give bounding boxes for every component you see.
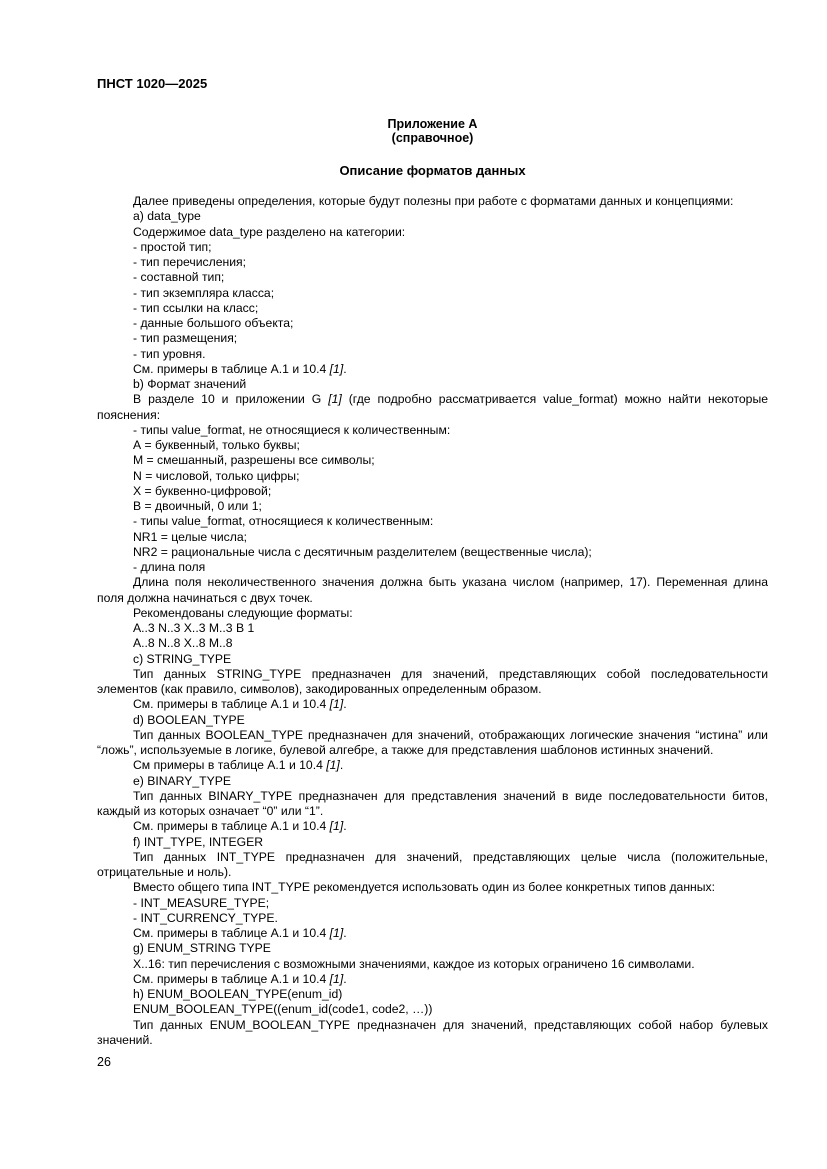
- paragraph: [97, 514, 768, 529]
- paragraph-text: Тип данных ENUM_BOOLEAN_TYPE предназначен для значений, представляющих собой набор булевых значений.: [97, 1017, 768, 1047]
- paragraph-text: См. примеры в таблице А.1 и 10.4: [133, 926, 330, 940]
- appendix-subtitle: (справочное): [391, 131, 474, 145]
- paragraph-text: - тип ссылки на класс;: [133, 300, 259, 315]
- paragraph: [97, 484, 768, 499]
- paragraph-text-tail: .: [343, 697, 347, 712]
- paragraph: [97, 255, 768, 270]
- paragraph-text: А..3 N..3 X..3 M..3 B 1: [133, 621, 255, 635]
- paragraph-text-tail: .: [339, 758, 344, 773]
- paragraph: [97, 697, 768, 712]
- paragraph: [97, 499, 768, 514]
- reference-citation: [1]: [329, 697, 344, 712]
- paragraph-text: См. примеры в таблице А.1 и 10.4: [133, 361, 330, 376]
- paragraph-text: g) ENUM_STRING TYPE: [133, 941, 271, 956]
- paragraph: [97, 530, 768, 545]
- body-text: [97, 194, 768, 1048]
- paragraph-text: См. примеры в таблице А.1 и 10.4: [133, 819, 330, 834]
- paragraph-text: h) ENUM_BOOLEAN_TYPE(enum_id): [133, 987, 343, 1001]
- paragraph-text: См. примеры в таблице А.1 и 10.4: [133, 971, 330, 986]
- paragraph-text: Далее приведены определения, которые будут полезны при работе с форматами данных и концепциями:: [133, 194, 734, 208]
- paragraph-text-tail: .: [343, 926, 347, 940]
- paragraph-text: NR1 = целые числа;: [133, 529, 248, 544]
- paragraph-text: f) INT_TYPE, INTEGER: [133, 834, 264, 849]
- paragraph: [97, 362, 768, 377]
- paragraph: [97, 1018, 768, 1049]
- paragraph-text: - составной тип;: [133, 270, 225, 285]
- paragraph-text: - типы value_format, относящиеся к количественным:: [133, 514, 434, 529]
- reference-citation: [1]: [329, 926, 344, 940]
- paragraph: [97, 438, 768, 453]
- paragraph: [97, 270, 768, 285]
- paragraph: [97, 667, 768, 698]
- paragraph: [97, 469, 768, 484]
- paragraph-text-tail: .: [343, 361, 347, 376]
- paragraph: [97, 957, 768, 972]
- paragraph: [97, 652, 768, 667]
- paragraph: [97, 728, 768, 759]
- paragraph-text: - простой тип;: [133, 239, 212, 254]
- paragraph-text: М = смешанный, разрешены все символы;: [133, 453, 375, 468]
- paragraph: [97, 194, 768, 209]
- paragraph-text-tail: .: [343, 971, 347, 986]
- paragraph: [97, 347, 768, 362]
- paragraph-text: c) STRING_TYPE: [133, 651, 232, 666]
- paragraph-text: Тип данных INT_TYPE предназначен для значений, представляющих целые числа (положительные, отрицательные и ноль).: [97, 849, 768, 879]
- paragraph-text: - длина поля: [133, 560, 206, 574]
- appendix-title: Приложение А: [387, 117, 478, 131]
- paragraph-text: В = двоичный, 0 или 1;: [133, 499, 262, 513]
- paragraph: [97, 453, 768, 468]
- paragraph: [97, 301, 768, 316]
- paragraph-text: Тип данных BOOLEAN_TYPE предназначен для значений, отображающих логические значения “истина” или “ложь”, используемые в логике, булевой алгебре, а также для представления шаблонов истинных значений.: [97, 727, 768, 757]
- paragraph: [97, 774, 768, 789]
- paragraph: [97, 896, 768, 911]
- paragraph: [97, 758, 768, 773]
- paragraph-text: В разделе 10 и приложении G: [133, 392, 329, 407]
- paragraph: [97, 606, 768, 621]
- paragraph-text: X = буквенно-цифровой;: [133, 483, 272, 498]
- paragraph-text: А = буквенный, только буквы;: [133, 438, 300, 452]
- paragraph: [97, 880, 768, 895]
- paragraph-text: - тип уровня.: [133, 346, 206, 361]
- paragraph: [97, 377, 768, 392]
- paragraph-text: См примеры в таблице А.1 и 10.4: [133, 758, 327, 773]
- paragraph-text: Длина поля неколичественного значения должна быть указана числом (например, 17). Переменная длина поля должна начинаться с двух точек.: [97, 575, 768, 605]
- paragraph: [97, 941, 768, 956]
- paragraph-text: - INT_MEASURE_TYPE;: [133, 895, 270, 910]
- paragraph-text: А..8 N..8 X..8 M..8: [133, 636, 233, 651]
- paragraph: [97, 240, 768, 255]
- paragraph: [97, 850, 768, 881]
- paragraph-text: N = числовой, только цифры;: [133, 468, 300, 483]
- paragraph-text: Рекомендованы следующие форматы:: [133, 605, 353, 620]
- document-code: ПНСТ 1020—2025: [97, 76, 208, 91]
- reference-citation: [1]: [326, 758, 340, 773]
- reference-citation: [1]: [329, 361, 344, 376]
- paragraph-text: См. примеры в таблице А.1 и 10.4: [133, 697, 330, 712]
- paragraph: [97, 225, 768, 240]
- paragraph: [97, 209, 768, 224]
- paragraph-text: - тип экземпляра класса;: [133, 285, 275, 300]
- section-title: Описание форматов данных: [339, 163, 526, 178]
- paragraph: [97, 423, 768, 438]
- paragraph-text: - тип размещения;: [133, 331, 238, 346]
- paragraph-text: - типы value_format, не относящиеся к количественным:: [133, 422, 451, 437]
- paragraph: [97, 331, 768, 346]
- paragraph-text: X..16: тип перечисления с возможными значениями, каждое из которых ограничено 16 символами.: [133, 956, 695, 971]
- paragraph-text-tail: .: [343, 819, 347, 834]
- reference-citation: [1]: [329, 819, 344, 834]
- paragraph: [97, 987, 768, 1002]
- paragraph-text-tail: (где подробно рассматривается value_format) можно найти некоторые пояснения:: [97, 392, 768, 422]
- paragraph: [97, 789, 768, 820]
- paragraph: [97, 316, 768, 331]
- paragraph: [97, 911, 768, 926]
- paragraph-text: e) BINARY_TYPE: [133, 773, 231, 788]
- paragraph: [97, 972, 768, 987]
- paragraph: [97, 713, 768, 728]
- paragraph: [97, 286, 768, 301]
- paragraph-text: Вместо общего типа INT_TYPE рекомендуется использовать один из более конкретных типов данных:: [133, 880, 716, 895]
- paragraph-text: - INT_CURRENCY_TYPE.: [133, 910, 278, 925]
- paragraph: [97, 835, 768, 850]
- paragraph-text: Тип данных BINARY_TYPE предназначен для представления значений в виде последовательности битов, каждый из которых означает “0” или “1”.: [97, 788, 768, 818]
- paragraph: [97, 926, 768, 941]
- paragraph-text: Тип данных STRING_TYPE предназначен для значений, представляющих собой последовательности элементов (как правило, символов), закодированных определенным образом.: [97, 666, 768, 696]
- paragraph: [97, 545, 768, 560]
- paragraph-text: ENUM_BOOLEAN_TYPE((enum_id(code1, code2, …)): [133, 1002, 433, 1017]
- paragraph-text: Содержимое data_type разделено на категории:: [133, 224, 406, 239]
- paragraph-text: NR2 = рациональные числа с десятичным разделителем (вещественные числа);: [133, 544, 592, 559]
- paragraph: [97, 392, 768, 423]
- paragraph: [97, 621, 768, 636]
- paragraph-text: - тип перечисления;: [133, 255, 247, 269]
- paragraph-text: b) Формат значений: [133, 377, 247, 391]
- paragraph-text: d) BOOLEAN_TYPE: [133, 712, 245, 727]
- paragraph: [97, 819, 768, 834]
- paragraph: [97, 575, 768, 606]
- paragraph-text: а) data_type: [133, 209, 201, 224]
- reference-citation: [1]: [328, 392, 342, 407]
- paragraph-text: - данные большого объекта;: [133, 316, 294, 330]
- reference-citation: [1]: [329, 971, 344, 986]
- paragraph: [97, 560, 768, 575]
- paragraph: [97, 1002, 768, 1017]
- page-number: 26: [97, 1055, 111, 1069]
- paragraph: [97, 636, 768, 651]
